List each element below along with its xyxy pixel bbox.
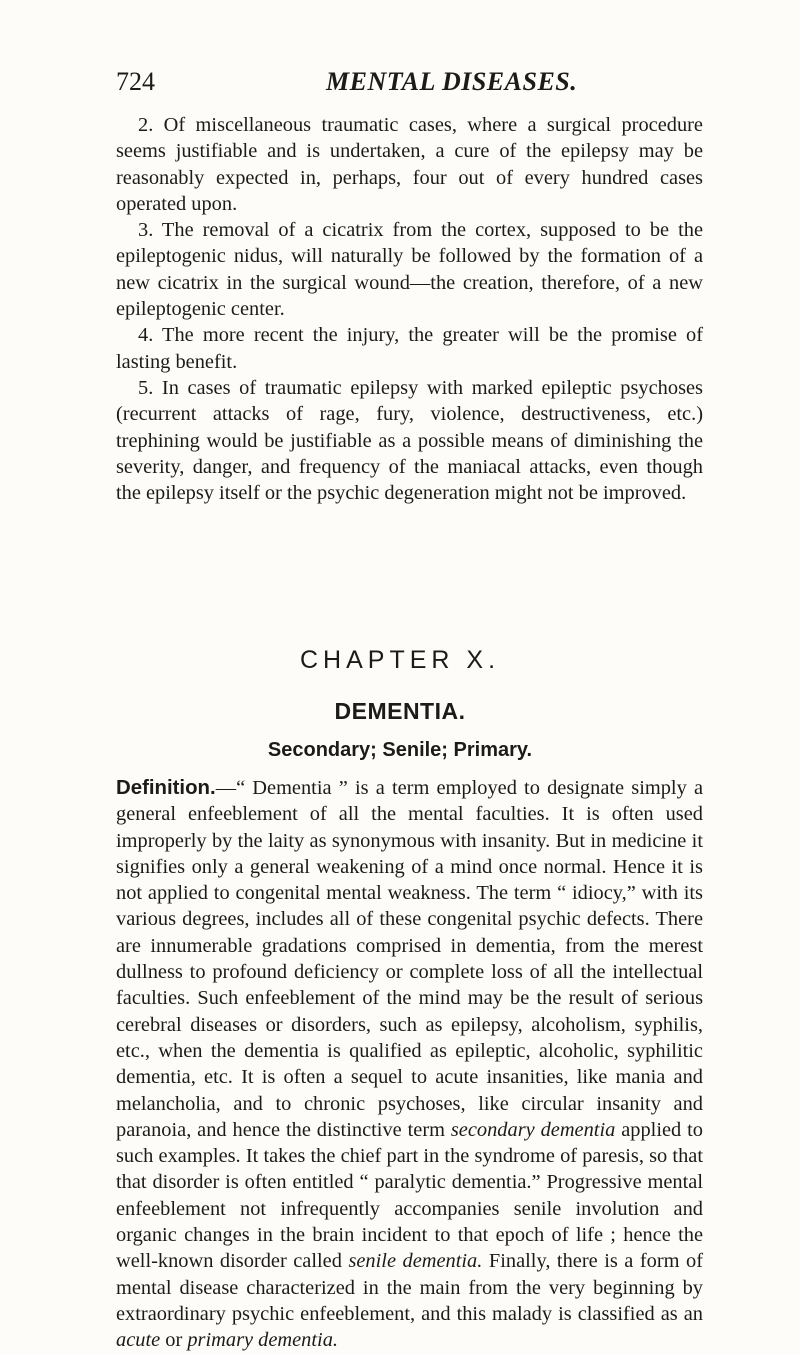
- definition-section: [116, 775, 703, 1354]
- definition-text-1: —“ Dementia ” is a term employed to designate simply a general enfeeblement of all the mental faculties. It is often used improperly by the laity as synonymous with insanity. But in medicine it signifies only a general weakening of a mind once normal. Hence it is not applied to congenital mental weakness. The term “ idiocy,” with its various degrees, includes all of these congenital psychic defects. There are innumerable gradations comprised in dementia, from the merest dullness to profound deficiency or complete loss of all the intellectual faculties. Such enfeeblement of the mind may be the result of serious cerebral diseases or disorders, such as epilepsy, alcoholism, syphilis, etc., when the dementia is qualified as epileptic, alcoholic, syphilitic dementia, etc. It is often a sequel to acute insanities, like mania and melancholia, and to chronic psychoses, like circular insanity and paranoia, and hence the distinctive term: [116, 777, 703, 1141]
- chapter-title: DEMENTIA.: [334, 698, 466, 724]
- page-header: [116, 62, 700, 102]
- secondary-dementia-term: secondary dementia: [450, 1118, 616, 1141]
- definition-text-3: Finally, there is a form of mental disease characterized in the main from the very beginning by extraordinary psychic enfeeblement, and this malady is classified as an: [116, 1250, 703, 1325]
- primary-dementia-term: primary dementia.: [187, 1329, 338, 1352]
- page-number: 724: [116, 67, 155, 96]
- running-title: MENTAL DISEASES.: [326, 67, 578, 96]
- definition-text-4: or: [160, 1329, 188, 1352]
- paragraph-5: 5. In cases of traumatic epilepsy with marked epileptic psychoses (recurrent attacks of rage, fury, violence, destructiveness, etc.) trephining would be justifiable as a possible means of diminishing the severity, danger, and frequency of the maniacal attacks, even though the epilepsy itself or the psychic degeneration might not be improved.: [116, 376, 703, 505]
- chapter-number: CHAPTER X.: [299, 646, 501, 674]
- acute-term: acute: [116, 1329, 161, 1352]
- chapter-subtitle: Secondary; Senile; Primary.: [267, 739, 533, 761]
- paragraph-4: 4. The more recent the injury, the greater will be the promise of lasting benefit.: [116, 324, 703, 373]
- paragraph-2: 2. Of miscellaneous traumatic cases, where a surgical procedure seems justifiable and is undertaken, a cure of the epilepsy may be reasonably expected in, perhaps, four out of every hundred cases operated upon.: [116, 114, 703, 215]
- definition-term: Definition.: [116, 777, 216, 799]
- numbered-conclusions: [116, 112, 703, 506]
- paragraph-3: 3. The removal of a cicatrix from the cortex, supposed to be the epileptogenic nidus, will naturally be followed by the formation of a new cicatrix in the surgical wound—the creation, therefore, of a new epileptogenic center.: [116, 219, 703, 321]
- definition-text-2: applied to such examples. It takes the chief part in the syndrome of paresis, so that that disorder is often entitled “ paralytic dementia.” Progressive mental enfeeblement not infrequently accompanies senile involution and organic changes in the brain incident to that epoch of life ; hence the well-known disorder called: [116, 1118, 703, 1273]
- definition-paragraph: [116, 775, 703, 1354]
- senile-dementia-term: senile dementia.: [348, 1250, 483, 1273]
